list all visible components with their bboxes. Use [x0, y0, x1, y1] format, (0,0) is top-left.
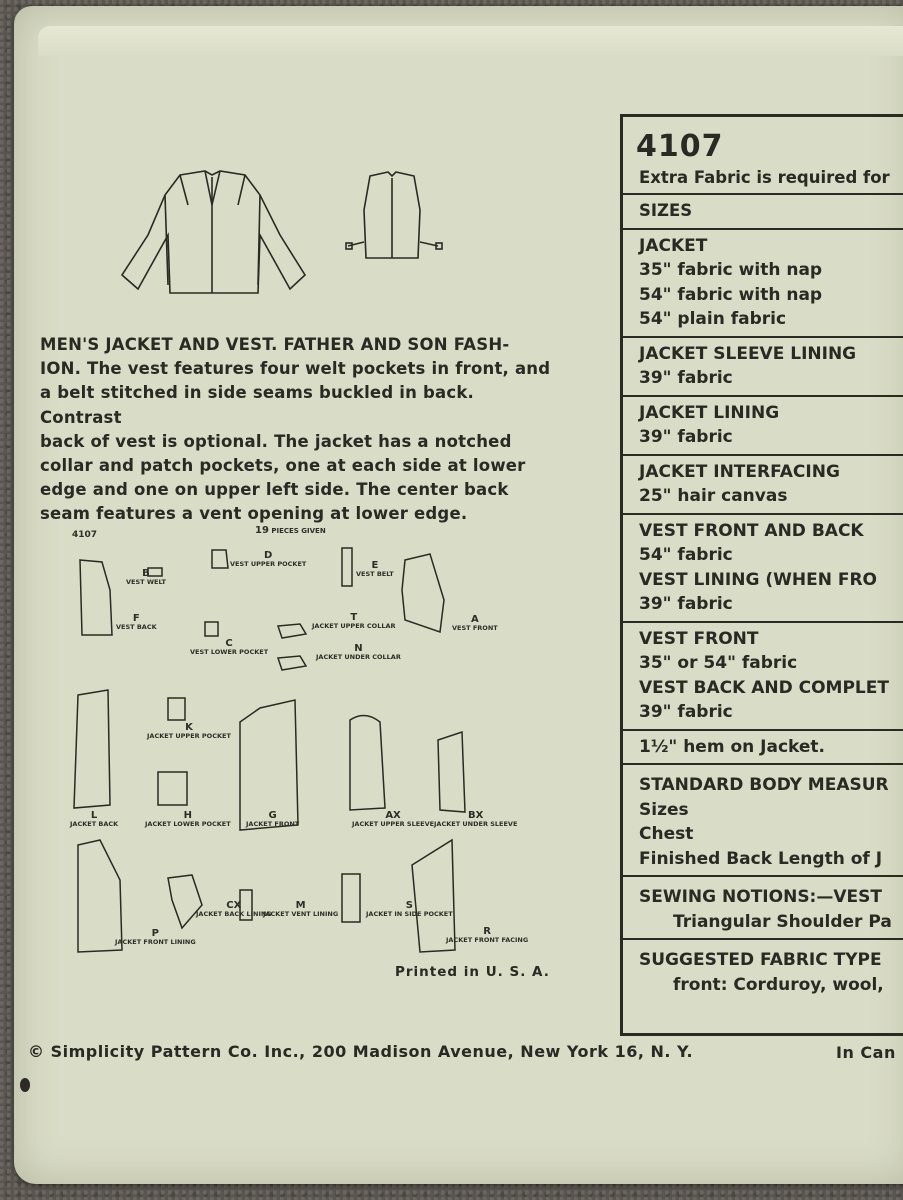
piece-jacket-under-sleeve	[438, 732, 465, 812]
piece-label: D VEST UPPER POCKET	[230, 550, 307, 568]
piece-jacket-in-side-pocket	[342, 874, 360, 922]
chart-extra-fabric: Extra Fabric is required for	[639, 168, 890, 187]
piece-jacket-back	[74, 690, 110, 808]
piece-label: R JACKET FRONT FACING	[446, 926, 529, 944]
chart-sleeve-lining: JACKET SLEEVE LINING 39" fabric	[623, 336, 903, 395]
pieces-pattern-number: 4107	[72, 530, 98, 540]
pieces-given	[255, 525, 326, 536]
piece-label: H JACKET LOWER POCKET	[145, 810, 231, 828]
piece-label: L JACKET BACK	[70, 810, 119, 828]
yardage-chart	[620, 114, 903, 1036]
description-line: back of vest is optional. The jacket has a notched	[40, 431, 512, 451]
envelope-flap	[38, 26, 903, 56]
printed-in-usa: Printed in U. S. A.	[395, 964, 550, 980]
chart-jacket-lining: JACKET LINING 39" fabric	[623, 395, 903, 454]
piece-label: F VEST BACK	[116, 613, 157, 631]
piece-label: C VEST LOWER POCKET	[190, 638, 269, 656]
piece-label: B VEST WELT	[126, 568, 166, 586]
piece-jacket-under-collar	[278, 656, 306, 670]
piece-jacket-upper-sleeve	[350, 715, 385, 810]
piece-vest-lower-pocket	[205, 622, 218, 636]
description-line: edge and one on upper left side. The center back	[40, 480, 509, 500]
piece-label: M JACKET VENT LINING	[263, 900, 339, 918]
chart-vest-front-back: VEST FRONT AND BACK 54" fabric VEST LINING (WHEN FRO 39" fabric	[623, 513, 903, 621]
description-line: ION. The vest features four welt pockets in front, and	[40, 359, 551, 379]
chart-pattern-number: 4107	[636, 129, 724, 164]
piece-label: S JACKET IN SIDE POCKET	[366, 900, 453, 918]
piece-vest-belt	[342, 548, 352, 586]
jacket-illustration	[110, 165, 315, 300]
piece-label: P JACKET FRONT LINING	[115, 928, 196, 946]
copyright-line: © Simplicity Pattern Co. Inc., 200 Madison Avenue, New York 16, N. Y.	[28, 1042, 694, 1061]
chart-fabric-types: SUGGESTED FABRIC TYPE front: Corduroy, wool,	[623, 938, 903, 1001]
description-heading: MEN'S JACKET AND VEST. FATHER AND SON FASH-	[40, 335, 510, 354]
pattern-pieces-diagram	[60, 540, 480, 960]
pattern-description	[40, 333, 560, 527]
chart-notions: SEWING NOTIONS:—VEST Triangular Shoulder Pa	[623, 875, 903, 938]
piece-label: N JACKET UNDER COLLAR	[316, 643, 401, 661]
piece-label: CX JACKET BACK LINING	[196, 900, 272, 918]
description-line: collar and patch pockets, one at each side at lower	[40, 456, 526, 476]
piece-vest-front	[402, 554, 444, 632]
piece-jacket-upper-pocket	[168, 698, 185, 720]
piece-label: E VEST BELT	[356, 560, 394, 578]
piece-label: T JACKET UPPER COLLAR	[312, 612, 396, 630]
piece-label: G JACKET FRONT	[246, 810, 300, 828]
chart-jacket: JACKET 35" fabric with nap 54" fabric with nap 54" plain fabric	[623, 228, 903, 336]
pieces-given-label: PIECES GIVEN	[271, 527, 326, 535]
pieces-count: 19	[255, 525, 269, 536]
piece-label: AX JACKET UPPER SLEEVE	[352, 810, 435, 828]
piece-vest-back	[80, 560, 112, 635]
piece-label: K JACKET UPPER POCKET	[147, 722, 231, 740]
chart-sizes: SIZES	[623, 193, 903, 228]
description-line: a belt stitched in side seams buckled in back. Contrast	[40, 383, 474, 427]
vest-illustration	[340, 170, 450, 265]
chart-interfacing: JACKET INTERFACING 25" hair canvas	[623, 454, 903, 513]
chart-body-measurements: STANDARD BODY MEASUR Sizes Chest Finished Back Length of J	[623, 763, 903, 875]
description-line: seam features a vent opening at lower edge.	[40, 504, 468, 524]
chart-vest-front: VEST FRONT 35" or 54" fabric VEST BACK AND COMPLET 39" fabric	[623, 621, 903, 729]
piece-jacket-upper-collar	[278, 624, 306, 638]
piece-jacket-lower-pocket	[158, 772, 187, 805]
envelope-hole	[20, 1078, 30, 1092]
piece-label: A VEST FRONT	[452, 614, 498, 632]
in-canada-text: In Can	[836, 1043, 896, 1062]
piece-label: BX JACKET UNDER SLEEVE	[434, 810, 518, 828]
chart-hem: 1½" hem on Jacket.	[623, 729, 903, 764]
piece-vest-upper-pocket	[212, 550, 228, 568]
